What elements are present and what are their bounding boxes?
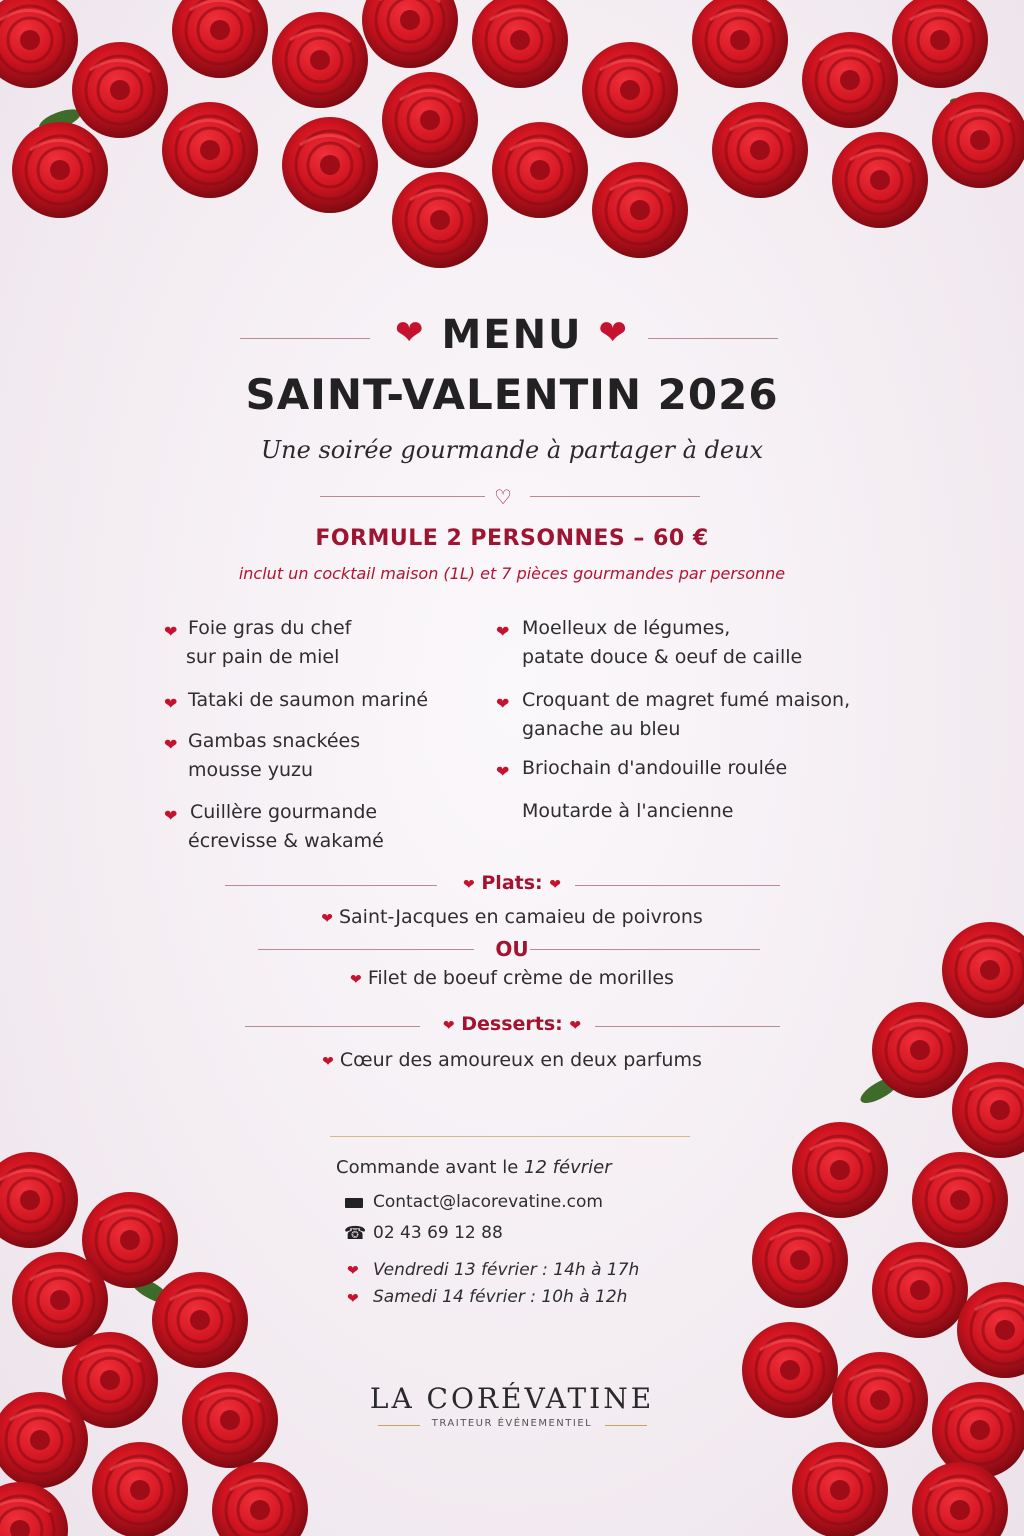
heart-icon: ❤ (164, 806, 178, 825)
order-date: 12 février (524, 1157, 612, 1178)
list-item (188, 614, 351, 672)
item-line: Moutarde à l'ancienne (522, 800, 734, 822)
divider-line (320, 496, 485, 497)
brand-tagline: TRAITEUR ÉVÉNEMENTIEL (431, 1418, 593, 1429)
dish-option (0, 967, 1024, 989)
heart-icon: ❤ (321, 911, 333, 927)
item-line: écrevisse & wakamé (188, 830, 384, 852)
subtitle: Une soirée gourmande à partager à deux (260, 436, 764, 464)
heart-icon: ❤ (350, 972, 362, 988)
dish-option (0, 906, 1024, 928)
heart-icon: ❤ (442, 1018, 455, 1034)
section-label: Desserts: (461, 1013, 563, 1035)
heart-icon: ❤ (164, 694, 178, 713)
or-label: OU (495, 937, 529, 961)
envelope-icon (345, 1198, 363, 1208)
list-item (522, 686, 850, 744)
heart-icon: ❤ (347, 1263, 359, 1279)
item-line: sur pain de miel (186, 646, 340, 668)
item-line: Foie gras du chef (188, 617, 352, 639)
section-label: Plats: (481, 872, 543, 894)
formula-title: FORMULE 2 PERSONNES – 60 € (315, 526, 709, 551)
list-item (190, 798, 384, 856)
heart-icon: ❤ (164, 735, 178, 754)
divider-line (330, 1136, 690, 1137)
dish-label: Cœur des amoureux en deux parfums (339, 1049, 702, 1071)
heart-icon: ❤ (496, 694, 510, 713)
item-line: patate douce & oeuf de caille (522, 646, 803, 668)
phone-number[interactable]: 02 43 69 12 88 (373, 1223, 503, 1243)
list-item (188, 727, 360, 785)
order-deadline (336, 1157, 612, 1178)
divider-line (530, 496, 700, 497)
heart-icon: ❤ (496, 622, 510, 641)
heart-icon: ❤ (496, 762, 510, 781)
item-line: Briochain d'andouille roulée (522, 757, 788, 779)
heart-icon: ❤ (549, 877, 561, 893)
item-line: ganache au bleu (522, 718, 681, 740)
heart-icon: ❤ (164, 622, 178, 641)
section-desserts (0, 1013, 1024, 1035)
heart-icon: ❤ (394, 313, 426, 353)
menu-label: MENU (441, 312, 583, 358)
item-line: Gambas snackées (188, 730, 361, 752)
dish-label: Filet de boeuf crème de morilles (367, 967, 674, 989)
order-text: Commande avant le (336, 1157, 519, 1178)
heart-icon: ❤ (463, 877, 475, 893)
item-line: mousse yuzu (188, 759, 314, 781)
heart-outline-icon: ♡ (494, 485, 512, 509)
list-item (188, 686, 428, 715)
heart-icon: ❤ (598, 313, 630, 353)
heart-icon: ❤ (569, 1018, 582, 1034)
list-item (522, 797, 733, 826)
brand-logo: LA CORÉVATINE (369, 1382, 655, 1415)
pickup-slot: Vendredi 13 février : 14h à 17h (373, 1260, 640, 1280)
menu-heading (0, 312, 1024, 358)
heart-icon: ❤ (322, 1054, 334, 1070)
dessert-item (0, 1049, 1024, 1071)
page-title: SAINT-VALENTIN 2026 (245, 370, 779, 419)
list-item (522, 614, 802, 672)
item-line: Tataki de saumon mariné (188, 689, 429, 711)
list-item (522, 754, 787, 783)
item-line: Croquant de magret fumé maison, (522, 689, 851, 711)
dish-label: Saint-Jacques en camaieu de poivrons (338, 906, 703, 928)
email-link[interactable]: Contact@lacorevatine.com (373, 1192, 603, 1212)
section-plats (0, 872, 1024, 894)
phone-icon: ☎ (344, 1223, 367, 1244)
item-line: Moelleux de légumes, (522, 617, 731, 639)
pickup-slot: Samedi 14 février : 10h à 12h (373, 1287, 628, 1307)
formula-note: inclut un cocktail maison (1L) et 7 pièces gourmandes par personne (238, 564, 786, 583)
item-line: Cuillère gourmande (190, 801, 378, 823)
heart-icon: ❤ (347, 1291, 359, 1307)
